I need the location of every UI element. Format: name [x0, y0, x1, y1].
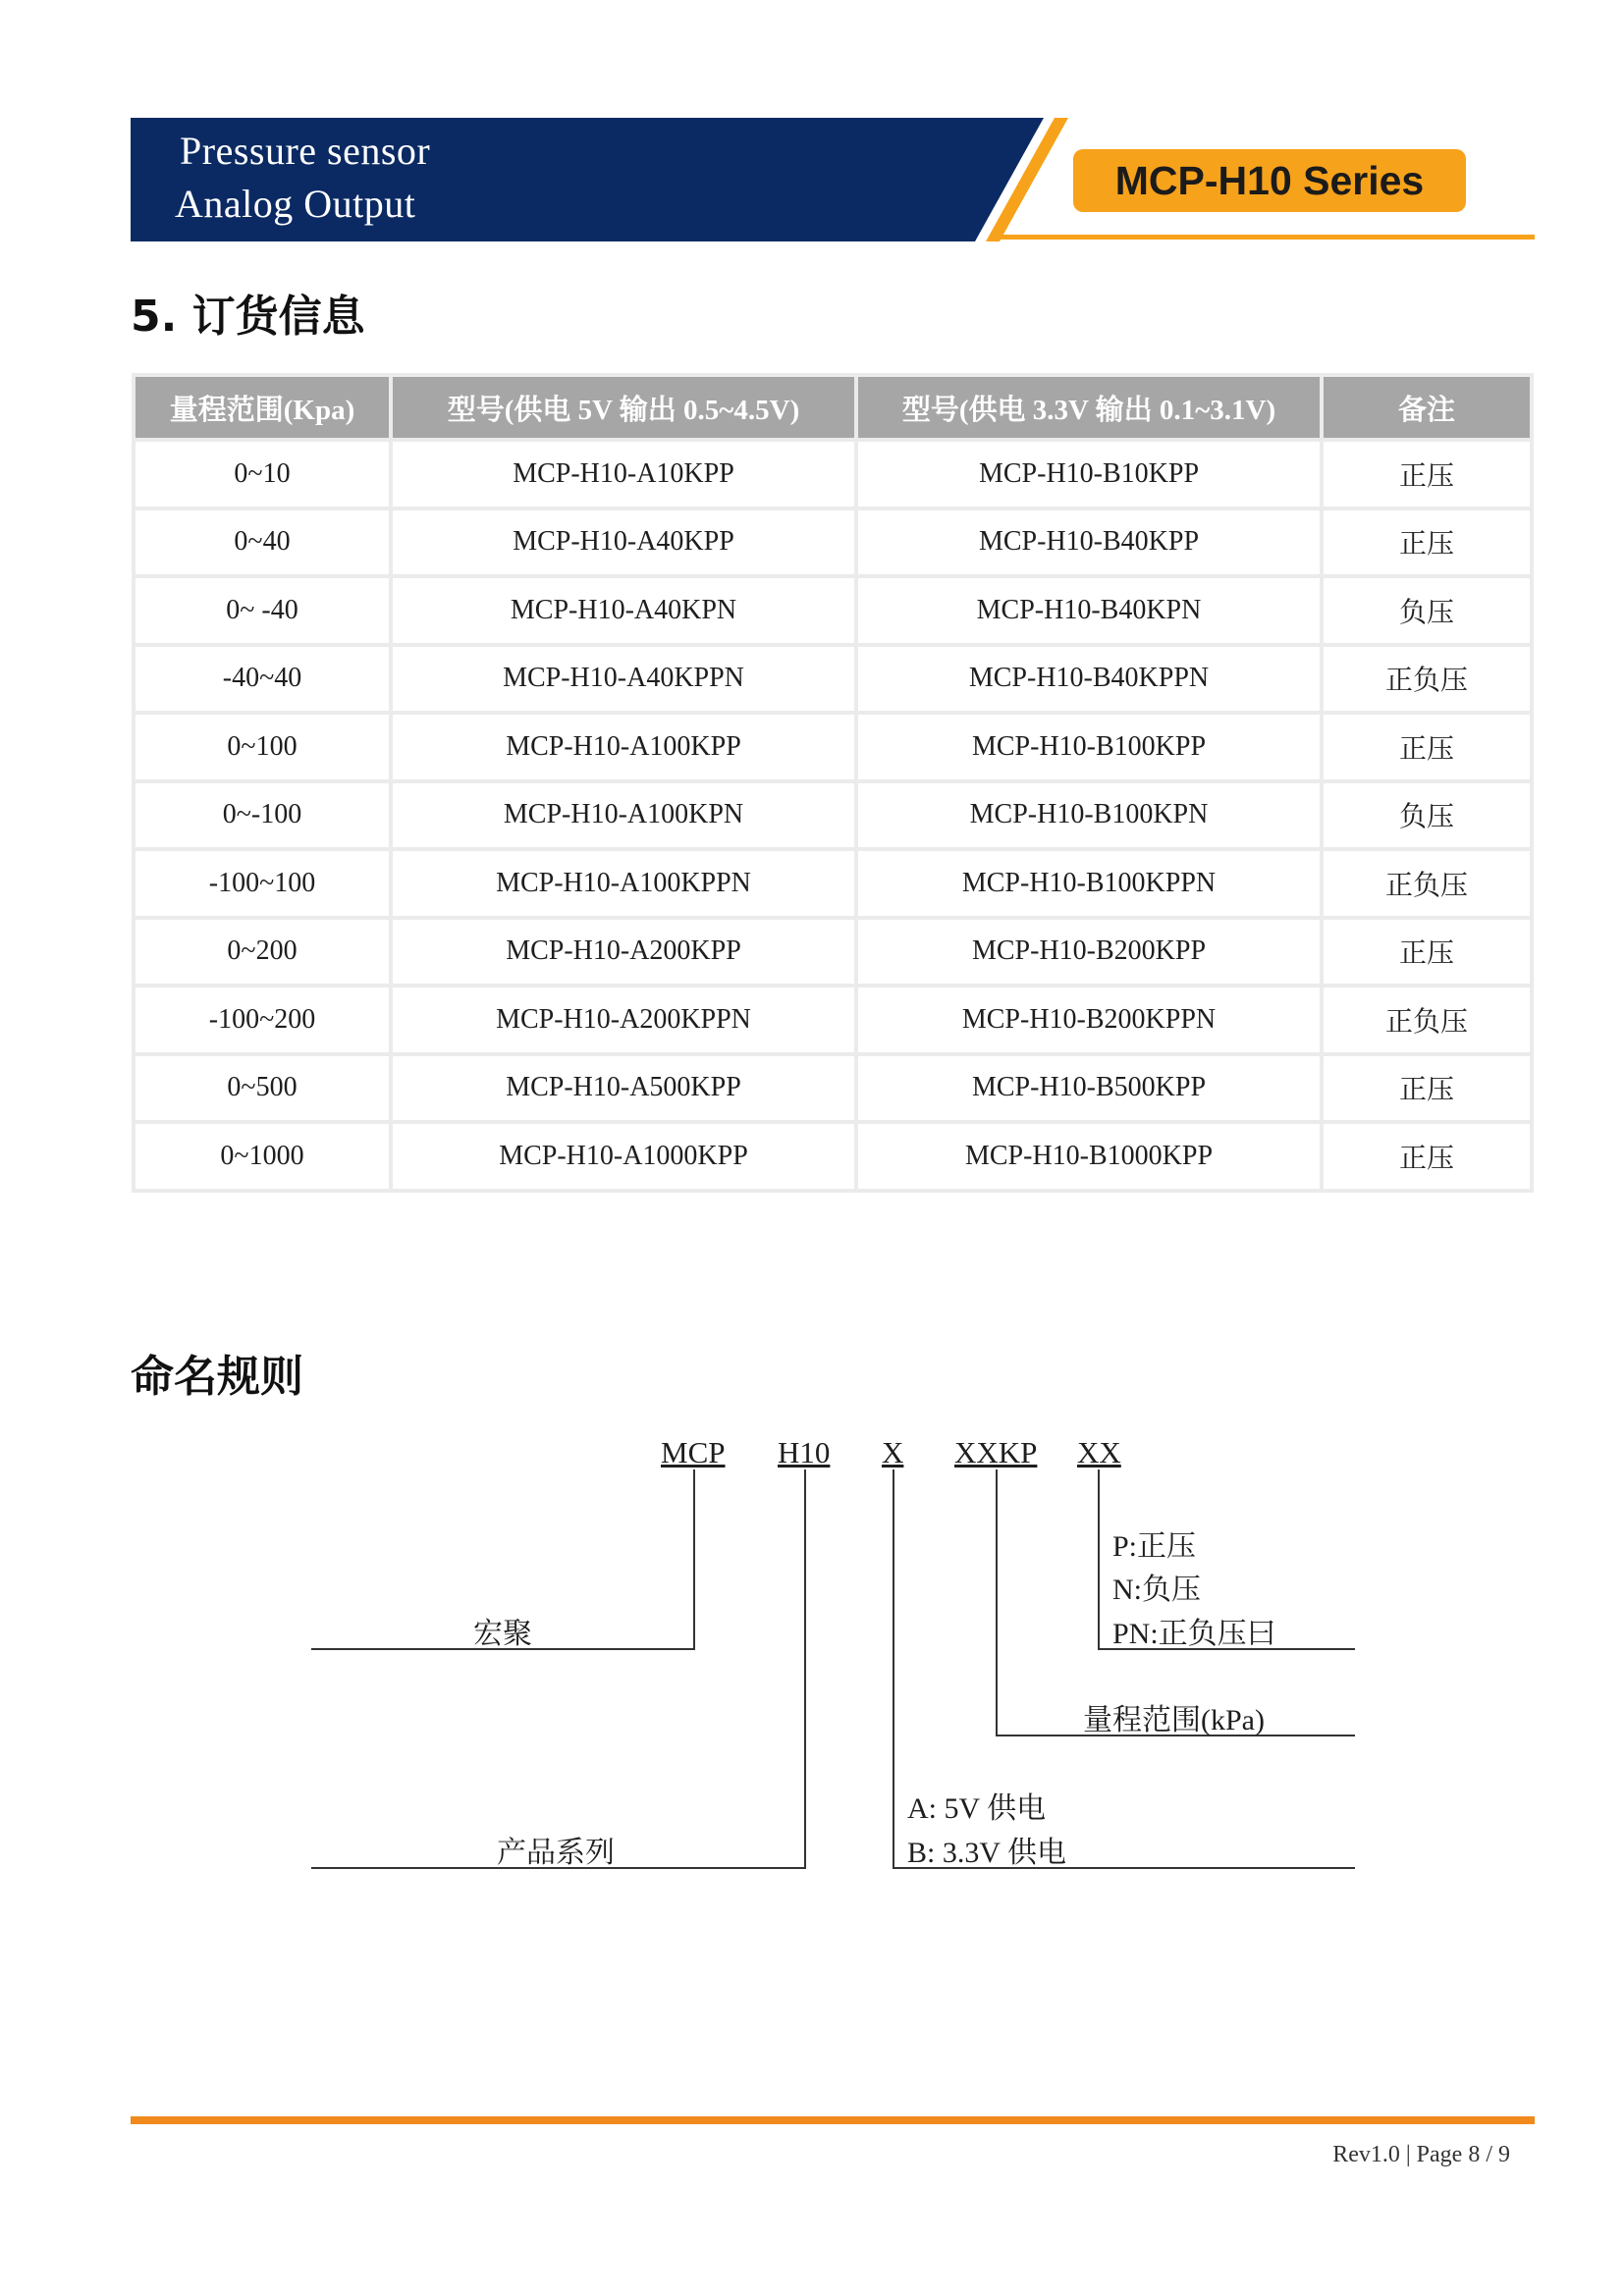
cell-model-5v: MCP-H10-A1000KPP [393, 1124, 854, 1189]
cell-model-5v: MCP-H10-A100KPN [393, 783, 854, 848]
cell-model-3v3: MCP-H10-B200KPP [858, 920, 1320, 985]
cell-model-3v3: MCP-H10-B500KPP [858, 1056, 1320, 1121]
cell-model-3v3: MCP-H10-B100KPP [858, 715, 1320, 779]
section-title-ordering: 5. 订货信息 [131, 292, 365, 342]
cell-note: 负压 [1324, 783, 1530, 848]
cell-model-5v: MCP-H10-A40KPPN [393, 647, 854, 712]
cell-note: 正压 [1324, 920, 1530, 985]
code-part-h10: H10 [778, 1435, 831, 1469]
label-mcp: 宏聚 [473, 1618, 532, 1650]
cell-range: 0~ -40 [135, 578, 389, 643]
cell-note: 正负压 [1324, 988, 1530, 1052]
cell-range: -100~200 [135, 988, 389, 1052]
cell-note: 正压 [1324, 442, 1530, 507]
cell-model-3v3: MCP-H10-B1000KPP [858, 1124, 1320, 1189]
cell-model-3v3: MCP-H10-B100KPN [858, 783, 1320, 848]
cell-model-3v3: MCP-H10-B200KPPN [858, 988, 1320, 1052]
cell-model-3v3: MCP-H10-B100KPPN [858, 851, 1320, 916]
label-suffix-p: P:正压 [1112, 1530, 1197, 1563]
label-series: 产品系列 [497, 1837, 615, 1869]
cell-range: 0~-100 [135, 783, 389, 848]
code-part-x: X [882, 1435, 904, 1469]
code-part-xx: XX [1077, 1435, 1121, 1469]
series-badge: MCP-H10 Series [1073, 149, 1466, 212]
cell-range: -100~100 [135, 851, 389, 916]
cell-note: 正压 [1324, 715, 1530, 779]
cell-range: 0~200 [135, 920, 389, 985]
label-suffix-pn: PN:正负压曰 [1112, 1618, 1276, 1650]
cell-range: 0~10 [135, 442, 389, 507]
cell-note: 正压 [1324, 510, 1530, 575]
section-title-naming: 命名规则 [131, 1352, 303, 1402]
cell-model-5v: MCP-H10-A40KPP [393, 510, 854, 575]
cell-model-3v3: MCP-H10-B40KPN [858, 578, 1320, 643]
cell-range: 0~500 [135, 1056, 389, 1121]
cell-model-5v: MCP-H10-A100KPP [393, 715, 854, 779]
connector-series [311, 1469, 805, 1868]
cell-model-3v3: MCP-H10-B40KPPN [858, 647, 1320, 712]
cell-model-5v: MCP-H10-A10KPP [393, 442, 854, 507]
code-part-mcp: MCP [661, 1435, 726, 1469]
cell-note: 负压 [1324, 578, 1530, 643]
cell-note: 正负压 [1324, 851, 1530, 916]
cell-note: 正负压 [1324, 647, 1530, 712]
code-part-xxkp: XXKP [954, 1435, 1038, 1469]
cell-range: 0~1000 [135, 1124, 389, 1189]
header-model-3v3: 型号(供电 3.3V 输出 0.1~3.1V) [858, 377, 1320, 438]
banner-title-line1: Pressure sensor [180, 129, 431, 173]
cell-range: 0~100 [135, 715, 389, 779]
cell-range: 0~40 [135, 510, 389, 575]
label-supply-b: B: 3.3V 供电 [907, 1837, 1066, 1869]
label-suffix-n: N:负压 [1112, 1574, 1201, 1606]
footer-divider [131, 2116, 1535, 2124]
cell-model-5v: MCP-H10-A200KPPN [393, 988, 854, 1052]
label-supply-a: A: 5V 供电 [907, 1792, 1047, 1825]
cell-model-5v: MCP-H10-A500KPP [393, 1056, 854, 1121]
cell-note: 正压 [1324, 1056, 1530, 1121]
header-model-5v: 型号(供电 5V 输出 0.5~4.5V) [393, 377, 854, 438]
label-range: 量程范围(kPa) [1083, 1704, 1265, 1736]
cell-range: -40~40 [135, 647, 389, 712]
cell-note: 正压 [1324, 1124, 1530, 1189]
cell-model-3v3: MCP-H10-B10KPP [858, 442, 1320, 507]
header-range: 量程范围(Kpa) [135, 377, 389, 438]
cell-model-5v: MCP-H10-A200KPP [393, 920, 854, 985]
cell-model-3v3: MCP-H10-B40KPP [858, 510, 1320, 575]
banner-title-line2: Analog Output [175, 182, 416, 226]
cell-model-5v: MCP-H10-A40KPN [393, 578, 854, 643]
header-note: 备注 [1324, 377, 1530, 438]
cell-model-5v: MCP-H10-A100KPPN [393, 851, 854, 916]
page-footer: Rev1.0 | Page 8 / 9 [1332, 2142, 1510, 2167]
